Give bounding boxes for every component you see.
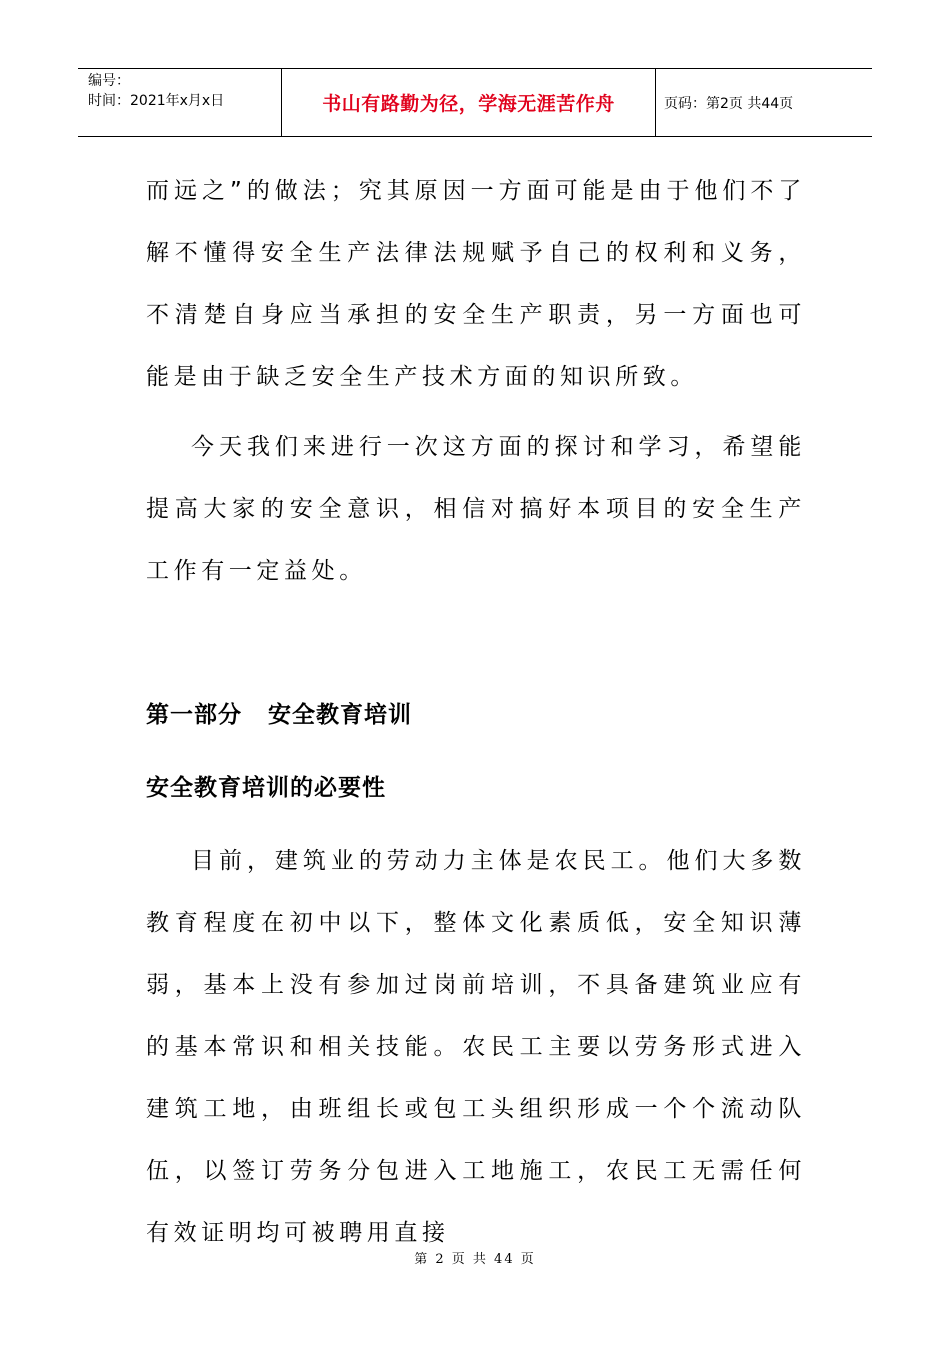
body-paragraph-3: 目前，建筑业的劳动力主体是农民工。他们大多数教育程度在初中以下，整体文化素质低，安全知识薄弱，基本上没有参加过岗前培训，不具备建筑业应有的基本常识和相关技能。农民工主要以劳务形式进入建筑工地，由班组长或包工头组织形成一个个流动队伍，以签订劳务分包进入工地施工，农民工无需任何有效证明均可被聘用直接 [146, 848, 806, 1246]
number-label: 编号： [88, 73, 130, 89]
header-divider [655, 68, 656, 137]
header-meta [88, 71, 278, 111]
time-label: 时间：2021年x月x日 [88, 93, 225, 109]
document-header [78, 68, 872, 137]
header-page-info: 页码：第2页 共44页 [664, 95, 794, 112]
page-footer: 第 2 页 共 44 页 [414, 1252, 536, 1267]
header-motto: 书山有路勤为径，学海无涯苦作舟 [322, 93, 615, 115]
section-heading [146, 695, 412, 735]
subheading: 安全教育培训的必要性 [146, 775, 386, 801]
section-title: 安全教育培训 [268, 702, 412, 728]
body-paragraph-1: 而远之”的做法；究其原因一方面可能是由于他们不了解不懂得安全生产法律法规赋予自己的权利和义务，不清楚自身应当承担的安全生产职责，另一方面也可能是由于缺乏安全生产技术方面的知识所致。 [146, 178, 806, 390]
section-part-label: 第一部分 [146, 702, 242, 728]
body-paragraph-2: 今天我们来进行一次这方面的探讨和学习，希望能提高大家的安全意识，相信对搞好本项目的安全生产工作有一定益处。 [146, 434, 806, 584]
